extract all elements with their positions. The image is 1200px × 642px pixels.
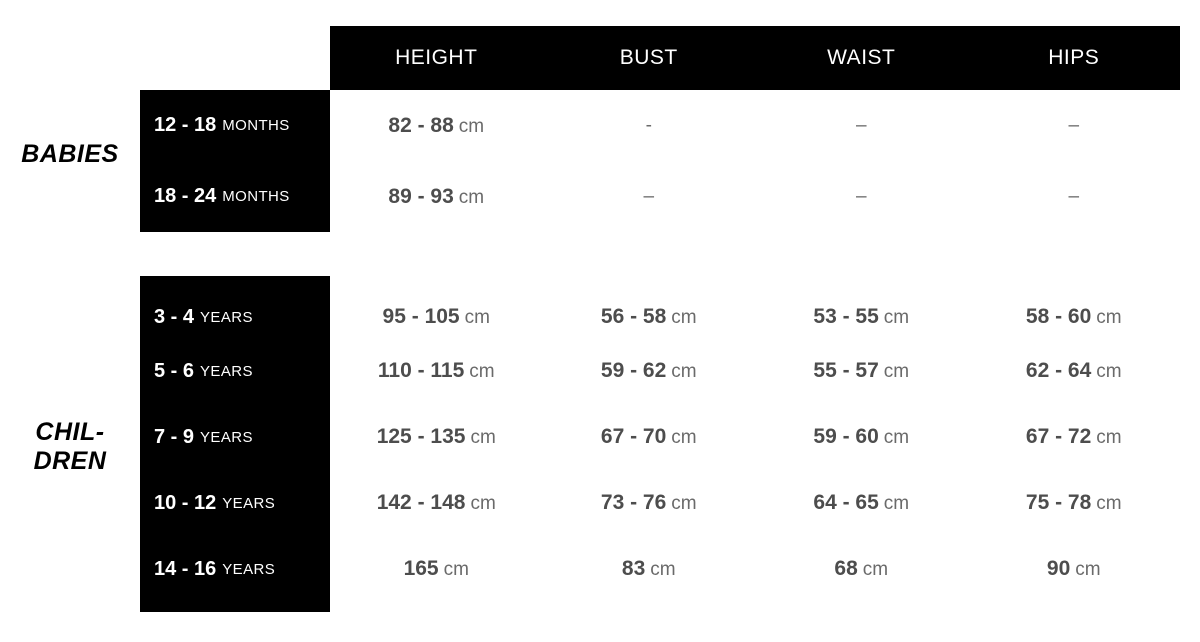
age-row: [140, 404, 330, 470]
age-range: 14 - 16: [154, 557, 217, 580]
cell-value: 53 - 55: [813, 305, 879, 328]
cell-unit: cm: [671, 427, 697, 448]
age-unit: YEARS: [222, 494, 276, 512]
cell-unit: cm: [1096, 361, 1122, 382]
cell-value: 59 - 62: [600, 359, 667, 382]
cell-unit: cm: [1096, 427, 1122, 448]
age-unit: MONTHS: [222, 117, 290, 134]
column-header-bust: BUST: [619, 46, 678, 69]
table-row: [330, 404, 1180, 470]
table-row: [330, 470, 1180, 536]
cell-height: [330, 359, 543, 383]
cell-value: 90: [1046, 557, 1071, 580]
cell-hips: –: [1068, 114, 1080, 136]
age-range: 12 - 18: [154, 114, 217, 136]
cell-hips: [968, 491, 1181, 515]
cell-value: 67 - 70: [600, 425, 667, 448]
cell-height: [330, 491, 543, 515]
cell-value: 59 - 60: [813, 425, 879, 448]
cell-unit: cm: [1075, 559, 1101, 580]
age-row: [140, 296, 330, 338]
age-row: [140, 338, 330, 404]
cell-waist: [755, 425, 968, 449]
data-rows-babies: [330, 90, 1180, 232]
column-header-hips: HIPS: [1048, 46, 1100, 69]
cell-unit: cm: [883, 427, 910, 448]
cell-bust: [543, 359, 756, 383]
cell-waist: –: [855, 114, 867, 136]
table-row: [330, 338, 1180, 404]
cell-bust: –: [643, 185, 655, 207]
cell-bust: [543, 491, 756, 515]
cell-bust: [543, 425, 756, 449]
group-label-children-line1: CHIL-: [35, 418, 105, 446]
cell-value: 89 - 93: [388, 184, 454, 208]
cell-hips: [968, 425, 1181, 449]
group-label-children-line2: DREN: [33, 446, 107, 475]
age-unit: YEARS: [222, 560, 276, 578]
cell-hips: [968, 359, 1181, 383]
cell-waist: [755, 305, 968, 329]
table-row: [330, 536, 1180, 602]
table-row: [330, 296, 1180, 338]
cell-value: 73 - 76: [600, 491, 667, 514]
cell-value: 58 - 60: [1025, 305, 1092, 328]
age-column-children: [140, 276, 330, 612]
cell-unit: cm: [469, 361, 495, 382]
cell-value: 83: [621, 557, 646, 580]
cell-unit: cm: [470, 427, 496, 448]
age-range: 3 - 4: [154, 305, 195, 328]
age-range: 18 - 24: [154, 185, 217, 207]
age-row: [140, 536, 330, 602]
group-label-babies: BABIES: [21, 140, 119, 168]
age-range: 7 - 9: [154, 425, 195, 448]
cell-height: [330, 425, 543, 449]
cell-value: 95 - 105: [382, 305, 460, 328]
cell-value: 82 - 88: [388, 113, 454, 137]
cell-bust: -: [645, 114, 652, 136]
cell-unit: cm: [862, 559, 889, 580]
group-label-children: [0, 418, 140, 476]
age-unit: YEARS: [200, 308, 253, 326]
cell-waist: [755, 359, 968, 383]
age-unit: YEARS: [200, 428, 253, 446]
cell-waist: [755, 557, 968, 581]
cell-value: 62 - 64: [1025, 359, 1092, 382]
column-header-height: HEIGHT: [395, 46, 478, 69]
cell-unit: cm: [671, 361, 697, 382]
cell-value: 56 - 58: [600, 305, 667, 328]
cell-height: [330, 557, 543, 581]
cell-unit: cm: [883, 307, 910, 328]
cell-unit: cm: [671, 307, 697, 328]
age-row: [140, 90, 330, 161]
cell-unit: cm: [1096, 493, 1122, 514]
cell-value: 67 - 72: [1025, 425, 1092, 448]
table-header-row: [330, 26, 1180, 90]
column-header-waist: WAIST: [827, 46, 896, 69]
cell-hips: [968, 557, 1181, 581]
cell-unit: cm: [470, 493, 496, 514]
cell-value: 68: [834, 557, 858, 580]
age-unit: YEARS: [200, 362, 253, 380]
cell-unit: cm: [458, 115, 485, 137]
table-row: [330, 161, 1180, 232]
age-column-babies: [140, 90, 330, 232]
cell-unit: cm: [458, 186, 485, 208]
cell-value: 55 - 57: [813, 359, 879, 382]
cell-value: 165: [403, 557, 439, 580]
cell-waist: [755, 491, 968, 515]
cell-value: 142 - 148: [376, 491, 466, 514]
cell-height: [330, 185, 543, 209]
cell-height: [330, 305, 543, 329]
cell-height: [330, 114, 543, 138]
age-row: [140, 470, 330, 536]
cell-unit: cm: [464, 307, 490, 328]
age-row: [140, 161, 330, 232]
cell-unit: cm: [1096, 307, 1122, 328]
cell-unit: cm: [650, 559, 676, 580]
cell-value: 64 - 65: [813, 491, 879, 514]
age-range: 10 - 12: [154, 491, 217, 514]
cell-value: 125 - 135: [376, 425, 466, 448]
age-range: 5 - 6: [154, 359, 195, 382]
data-rows-children: [330, 276, 1180, 602]
cell-bust: [543, 557, 756, 581]
cell-hips: –: [1068, 185, 1080, 207]
cell-value: 110 - 115: [377, 359, 465, 382]
cell-hips: [968, 305, 1181, 329]
table-row: [330, 90, 1180, 161]
cell-value: 75 - 78: [1025, 491, 1092, 514]
cell-bust: [543, 305, 756, 329]
age-unit: MONTHS: [222, 188, 290, 205]
cell-unit: cm: [671, 493, 697, 514]
cell-waist: –: [855, 185, 867, 207]
cell-unit: cm: [883, 493, 910, 514]
cell-unit: cm: [443, 559, 469, 580]
cell-unit: cm: [883, 361, 910, 382]
